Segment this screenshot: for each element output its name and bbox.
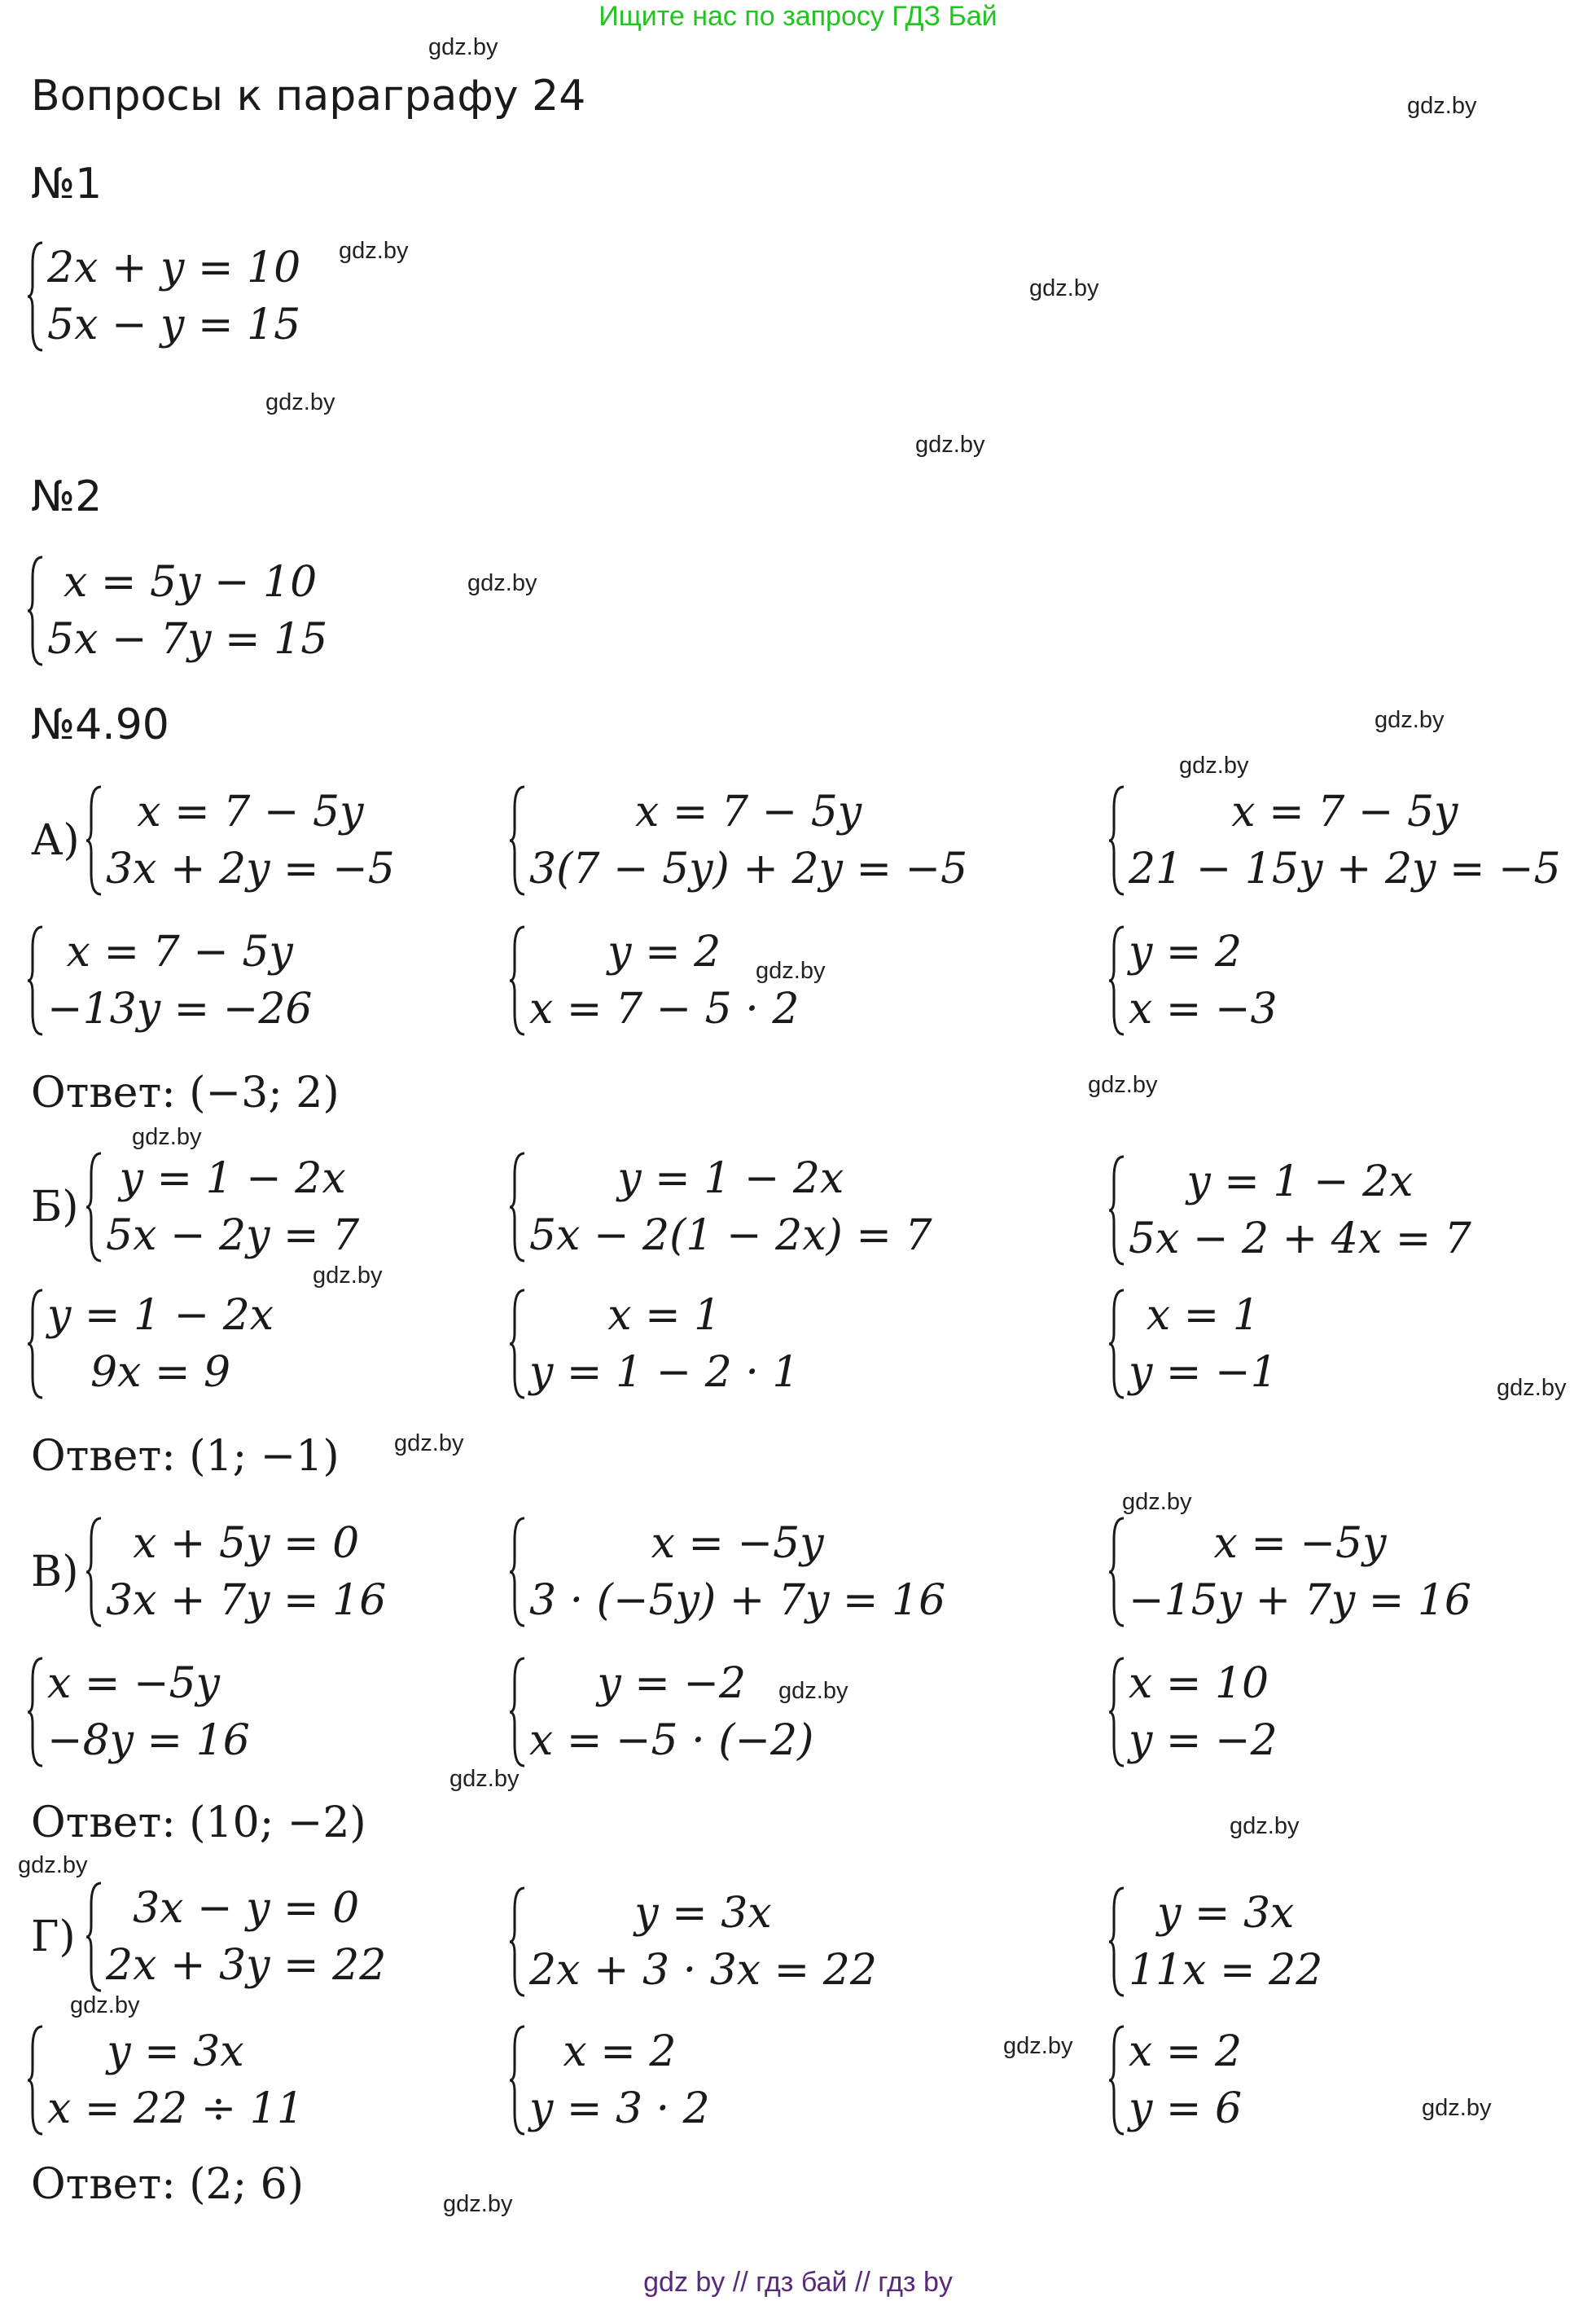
watermark: gdz.by bbox=[1122, 1489, 1192, 1515]
equation-line: y = 3x bbox=[634, 1889, 772, 1938]
watermark: gdz.by bbox=[265, 389, 335, 415]
footer-links: gdz by // гдз бай // гдз by bbox=[643, 2267, 953, 2298]
equation-line: 21 − 15y + 2y = −5 bbox=[1129, 845, 1561, 894]
watermark: gdz.by bbox=[313, 1262, 383, 1289]
watermark: gdz.by bbox=[915, 432, 985, 458]
brace-icon bbox=[1109, 1885, 1125, 1999]
watermark: gdz.by bbox=[428, 34, 498, 60]
equation-line: x = 2 bbox=[563, 2027, 677, 2076]
part-v-system-4 bbox=[28, 1655, 250, 1769]
brace-icon bbox=[510, 1515, 526, 1629]
part-g-system-6 bbox=[1109, 2023, 1242, 2137]
equation-line: y = 6 bbox=[1129, 2084, 1243, 2133]
equation-line: x = 7 − 5y bbox=[635, 788, 862, 837]
equation-line: y = 1 − 2x bbox=[119, 1154, 346, 1203]
equation-line: x = −3 bbox=[1129, 985, 1278, 1034]
part-g-system-1 bbox=[86, 1880, 386, 1994]
watermark: gdz.by bbox=[1375, 707, 1445, 733]
part-v-label: В) bbox=[31, 1548, 79, 1596]
part-b-answer: Ответ: (1; −1) bbox=[31, 1432, 340, 1481]
part-a-system-4 bbox=[28, 924, 312, 1038]
part-a-label: А) bbox=[31, 816, 80, 865]
top-banner: Ищите нас по запросу ГДЗ Бай bbox=[598, 1, 998, 32]
watermark: gdz.by bbox=[1422, 2095, 1492, 2121]
part-a-answer: Ответ: (−3; 2) bbox=[31, 1069, 340, 1118]
part-b-system-4 bbox=[28, 1287, 274, 1401]
watermark: gdz.by bbox=[1230, 1813, 1300, 1839]
equation-line: x = −5y bbox=[47, 1659, 220, 1708]
watermark: gdz.by bbox=[394, 1430, 464, 1456]
equation-line: 3 · (−5y) + 7y = 16 bbox=[529, 1576, 946, 1625]
equation-line: −8y = 16 bbox=[47, 1716, 250, 1765]
exercise-title: №4.90 bbox=[31, 700, 169, 749]
equation-line: 3x − y = 0 bbox=[133, 1884, 360, 1933]
part-g-system-3 bbox=[1109, 1885, 1322, 1999]
equation-line: y = 2 bbox=[607, 928, 721, 977]
part-b-label: Б) bbox=[31, 1183, 79, 1232]
brace-icon bbox=[28, 1287, 44, 1401]
brace-icon bbox=[28, 924, 44, 1038]
equation-line: 9x = 9 bbox=[90, 1348, 231, 1397]
watermark: gdz.by bbox=[443, 2191, 513, 2217]
equation-line: y = 3 · 2 bbox=[529, 2084, 710, 2133]
q1-title: №1 bbox=[31, 160, 103, 209]
equation-line: y = 3x bbox=[107, 2027, 244, 2076]
watermark: gdz.by bbox=[467, 570, 537, 596]
equation-line: x = 1 bbox=[607, 1291, 721, 1340]
watermark: gdz.by bbox=[18, 1852, 88, 1878]
brace-icon bbox=[1109, 1153, 1125, 1267]
equation-line: −15y + 7y = 16 bbox=[1129, 1576, 1472, 1625]
equation-line: −13y = −26 bbox=[47, 985, 313, 1034]
brace-icon bbox=[28, 1655, 44, 1769]
watermark: gdz.by bbox=[1179, 753, 1249, 779]
part-b-system-5 bbox=[510, 1287, 799, 1401]
equation-line: x = 10 bbox=[1129, 1659, 1269, 1708]
equation-line: x = 5y − 10 bbox=[64, 558, 318, 607]
watermark: gdz.by bbox=[449, 1766, 520, 1792]
brace-icon bbox=[510, 1150, 526, 1264]
equation-line: y = 1 − 2 · 1 bbox=[529, 1348, 800, 1397]
watermark: gdz.by bbox=[1029, 275, 1099, 301]
watermark: gdz.by bbox=[1088, 1072, 1158, 1098]
brace-icon bbox=[28, 2023, 44, 2137]
watermark: gdz.by bbox=[132, 1124, 202, 1150]
part-b-system-3 bbox=[1109, 1153, 1471, 1267]
brace-icon bbox=[1109, 1655, 1125, 1769]
brace-icon bbox=[28, 239, 44, 353]
brace-icon bbox=[1109, 2023, 1125, 2137]
equation-line: x = 22 ÷ 11 bbox=[47, 2084, 304, 2133]
equation-line: 11x = 22 bbox=[1129, 1946, 1323, 1995]
brace-icon bbox=[510, 784, 526, 898]
page-title: Вопросы к параграфу 24 bbox=[31, 72, 586, 121]
equation-line: y = −2 bbox=[1129, 1716, 1278, 1765]
brace-icon bbox=[510, 2023, 526, 2137]
watermark: gdz.by bbox=[778, 1678, 848, 1704]
brace-icon bbox=[86, 1515, 103, 1629]
equation-line: 5x − 2y = 7 bbox=[106, 1211, 360, 1260]
part-a-system-3 bbox=[1109, 784, 1561, 898]
watermark: gdz.by bbox=[756, 958, 826, 984]
q1-system bbox=[28, 239, 300, 353]
part-b-system-2 bbox=[510, 1150, 932, 1264]
brace-icon bbox=[28, 554, 44, 668]
equation-line: 5x − 7y = 15 bbox=[47, 615, 328, 664]
part-a-system-2 bbox=[510, 784, 967, 898]
equation-line: x + 5y = 0 bbox=[133, 1519, 360, 1568]
brace-icon bbox=[86, 784, 103, 898]
equation-line: 2x + 3y = 22 bbox=[106, 1941, 387, 1990]
equation-line: 3(7 − 5y) + 2y = −5 bbox=[529, 845, 968, 894]
q2-title: №2 bbox=[31, 472, 103, 521]
equation-line: x = 7 − 5 · 2 bbox=[529, 985, 800, 1034]
part-v-answer: Ответ: (10; −2) bbox=[31, 1798, 366, 1847]
part-v-system-5 bbox=[510, 1655, 813, 1769]
brace-icon bbox=[510, 1885, 526, 1999]
equation-line: 3x + 7y = 16 bbox=[106, 1576, 387, 1625]
part-g-label: Г) bbox=[31, 1912, 76, 1961]
brace-icon bbox=[1109, 1515, 1125, 1629]
brace-icon bbox=[86, 1880, 103, 1994]
equation-line: x = 7 − 5y bbox=[137, 788, 364, 837]
watermark: gdz.by bbox=[70, 1992, 140, 2018]
equation-line: y = 2 bbox=[1129, 928, 1243, 977]
part-v-system-2 bbox=[510, 1515, 945, 1629]
part-v-system-6 bbox=[1109, 1655, 1278, 1769]
equation-line: x = 1 bbox=[1146, 1291, 1260, 1340]
brace-icon bbox=[510, 924, 526, 1038]
equation-line: x = 2 bbox=[1129, 2027, 1243, 2076]
watermark: gdz.by bbox=[1407, 93, 1477, 119]
part-b-system-1 bbox=[86, 1150, 359, 1264]
brace-icon bbox=[510, 1655, 526, 1769]
part-g-system-5 bbox=[510, 2023, 710, 2137]
watermark: gdz.by bbox=[1003, 2033, 1073, 2059]
equation-line: x = 7 − 5y bbox=[1231, 788, 1458, 837]
part-b-system-6 bbox=[1109, 1287, 1278, 1401]
equation-line: x = −5y bbox=[1213, 1519, 1387, 1568]
part-g-system-4 bbox=[28, 2023, 304, 2137]
equation-line: 5x − y = 15 bbox=[47, 301, 301, 349]
part-v-system-1 bbox=[86, 1515, 386, 1629]
brace-icon bbox=[510, 1287, 526, 1401]
brace-icon bbox=[86, 1150, 103, 1264]
equation-line: y = 1 − 2x bbox=[47, 1291, 274, 1340]
equation-line: 5x − 2 + 4x = 7 bbox=[1129, 1214, 1471, 1263]
equation-line: y = 1 − 2x bbox=[1186, 1157, 1414, 1206]
brace-icon bbox=[1109, 924, 1125, 1038]
part-v-system-3 bbox=[1109, 1515, 1471, 1629]
part-a-system-6 bbox=[1109, 924, 1278, 1038]
watermark: gdz.by bbox=[339, 238, 409, 264]
brace-icon bbox=[1109, 1287, 1125, 1401]
brace-icon bbox=[1109, 784, 1125, 898]
watermark: gdz.by bbox=[1497, 1375, 1567, 1401]
equation-line: 2x + y = 10 bbox=[47, 244, 301, 292]
equation-line: y = 1 − 2x bbox=[617, 1154, 844, 1203]
q2-system bbox=[28, 554, 327, 668]
equation-line: 3x + 2y = −5 bbox=[106, 845, 395, 894]
part-g-system-2 bbox=[510, 1885, 877, 1999]
equation-line: x = 7 − 5y bbox=[66, 928, 293, 977]
equation-line: y = −2 bbox=[597, 1659, 747, 1708]
equation-line: y = 3x bbox=[1156, 1889, 1295, 1938]
equation-line: 2x + 3 · 3x = 22 bbox=[529, 1946, 877, 1995]
equation-line: x = −5y bbox=[651, 1519, 824, 1568]
part-a-system-1 bbox=[86, 784, 395, 898]
equation-line: y = −1 bbox=[1129, 1348, 1278, 1397]
part-g-answer: Ответ: (2; 6) bbox=[31, 2160, 305, 2209]
equation-line: x = −5 · (−2) bbox=[529, 1716, 814, 1765]
equation-line: 5x − 2(1 − 2x) = 7 bbox=[529, 1211, 932, 1260]
